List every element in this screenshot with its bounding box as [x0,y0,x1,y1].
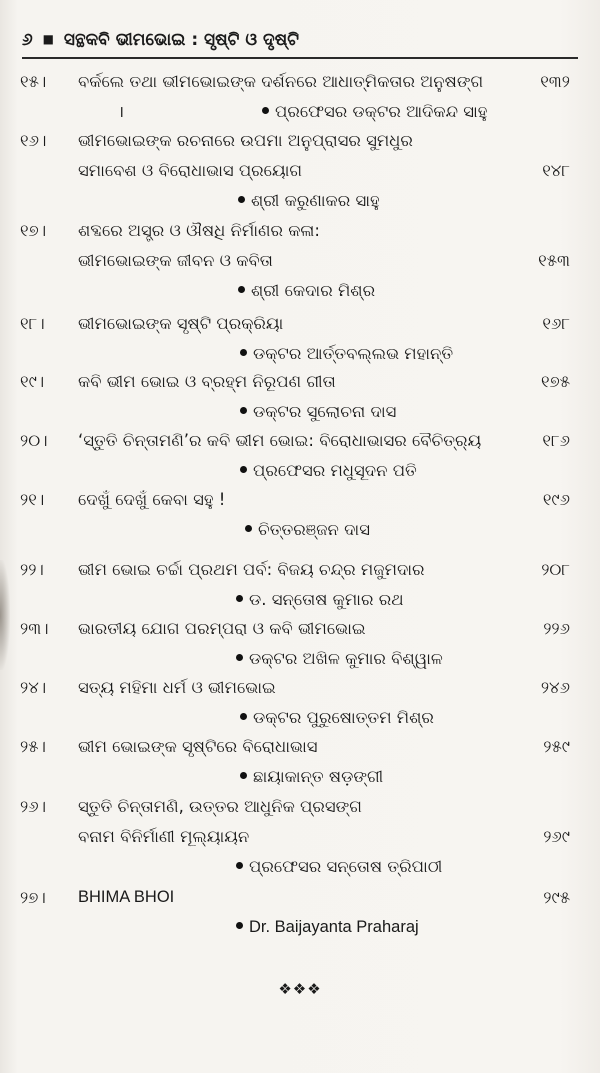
author-name: ଚିତ୍ତରଞ୍ଜନ ଦାସ [258,520,370,539]
entry-page-number: ୧୯୬ [542,490,570,509]
entry-page-number: ୨୪୬ [540,678,570,697]
entry-title-line: କବି ଭୀମ ଭୋଇ ଓ ବ୍ରହ୍ମ ନିରୂପଣ ଗୀତା [78,372,336,391]
entry-number: ୧୮। [20,314,45,333]
bullet-icon [238,286,245,293]
entry-author [240,402,396,422]
entry-author [236,649,443,669]
entry-page-number: ୨୨୬ [543,619,570,638]
page-number: ୬ [22,30,33,50]
entry-page-number: ୧୭୫ [541,372,570,391]
entry-author [240,461,417,481]
entry-author [238,191,380,211]
entry-author [236,918,419,937]
entry-title-line: ଭାରତୀୟ ଯୋଗ ପରମ୍ପରା ଓ କବି ଭୀମଭୋଇ [78,619,366,638]
running-header [22,30,299,50]
author-name: ଡକ୍ଟର ଆର୍ତ୍ତବଲ୍ଲଭ ମହାନ୍ତି [253,344,454,363]
author-name: ଡ. ସନ୍ତୋଷ କୁମାର ରଥ [249,590,404,609]
header-rule [22,57,578,59]
author-name: ଶ୍ରୀ କେଦାର ମିଶ୍ର [251,281,376,300]
bullet-icon [240,466,247,473]
entry-page-number: ୧୫୩ [538,251,570,270]
bullet-icon [240,349,247,356]
entry-author [236,857,442,877]
entry-title-line: ଭୀମଭୋଇଙ୍କ ସୃଷ୍ଟି ପ୍ରକ୍ରିୟା [78,314,284,333]
entry-title-line: ବର୍କଲେ ତଥା ଭୀମଭୋଇଙ୍କ ଦର୍ଶନରେ ଆଧାତ୍ମିକତାର ଅନୁଷଙ୍ଗ [78,72,484,91]
entry-title-line: ସମାବେଶ ଓ ବିରୋଧାଭାସ ପ୍ରୟୋଗ [78,161,302,180]
bullet-icon [240,407,247,414]
entry-number: ୧୬। [20,131,47,150]
entry-page-number: ୧୬୮ [542,314,570,333]
entry-title-line: ସ୍ତୁତି ଚିନ୍ତାମଣି, ଉତ୍ତର ଆଧୁନିକ ପ୍ରସଙ୍ଗ [78,797,362,816]
entry-author [240,344,453,364]
entry-number: ୨୫। [20,737,46,756]
end-ornament: ❖❖❖ [278,980,322,998]
author-name: ପ୍ରଫେସର ମଧୁସୂଦନ ପତି [253,461,417,480]
bullet-icon [236,862,243,869]
bullet-icon [238,196,245,203]
entry-author [245,520,370,540]
binding-shadow [0,560,10,670]
entry-author [238,281,375,301]
author-name: ଡକ୍ଟର ଅଖିଳ କୁମାର ବିଶ୍ୱାଳ [249,649,443,668]
entry-number: ୨୬। [20,797,47,816]
margin-mark: । [118,102,125,121]
entry-title-line: ଭୀମଭୋଇଙ୍କ ରଚନାରେ ଉପମା ଅନୁପ୍ରାସର ସୁମଧୁର [78,131,413,150]
entry-number: ୨୦। [20,431,48,450]
author-name: Dr. Baijayanta Praharaj [249,918,419,936]
author-name: ପ୍ରଫେସର ସନ୍ତୋଷ ତ୍ରିପାଠୀ [249,857,443,876]
header-square-icon: ■ [42,32,54,46]
entry-title-line: ଦେଖୁଁ ଦେଖୁଁ କେବା ସହୁ ! [78,490,226,509]
entry-title-line: ‘ସ୍ତୁତି ଚିନ୍ତାମଣି’ର କବି ଭୀମ ଭୋଇ: ବିରୋଧାଭାସର ବୈଚିତ୍ର୍ୟ [78,431,482,450]
bullet-icon [236,595,243,602]
entry-author [240,767,383,787]
bullet-icon [262,107,269,114]
author-name: ପ୍ରଫେସର ଡକ୍ଟର ଆଦିକନ୍ଦ ସାହୁ [275,102,488,121]
entry-page-number: ୨୫୯ [543,737,570,756]
entry-author [262,102,487,122]
entry-page-number: ୨୬୯ [543,827,570,846]
entry-title-line: ଭୀମ ଭୋଇ ଚର୍ଚ୍ଚା ପ୍ରଥମ ପର୍ବ: ବିଜୟ ଚନ୍ଦ୍ର ମଜୁମଦାର [78,560,425,579]
entry-page-number: ୧୪୮ [542,161,570,180]
entry-number: ୨୪। [20,678,47,697]
author-name: ଛାୟାକାନ୍ତ ଷଡ଼ଙ୍ଗୀ [253,767,384,786]
bullet-icon [236,654,243,661]
entry-title-line: ଭୀମ ଭୋଇଙ୍କ ସୃଷ୍ଟିରେ ବିରୋଧାଭାସ [78,737,318,756]
entry-number: ୧୫। [20,72,47,91]
entry-title-line: ଭୀମଭୋଇଙ୍କ ଜୀବନ ଓ କବିତା [78,251,273,270]
author-name: ଶ୍ରୀ କରୁଣାକର ସାହୁ [251,191,380,210]
bullet-icon [240,713,247,720]
entry-title-line: ବନାମ ବିନିର୍ମାଣୀ ମୂଲ୍ୟାୟନ [78,827,250,846]
entry-number: ୨୩। [20,619,49,638]
entry-page-number: ୧୮୬ [542,431,570,450]
author-name: ଡକ୍ଟର ସୁଲୋଚନା ଦାସ [253,402,397,421]
entry-title-line: ସତ୍ୟ ମହିମା ଧର୍ମ ଓ ଭୀମଭୋଇ [78,678,276,697]
entry-title-line: ଶବ୍ଦରେ ଅସ୍ତ୍ର ଓ ଔଷଧି ନିର୍ମାଣର କଳା: [78,221,320,240]
entry-number: ୨୨। [20,560,44,579]
bullet-icon [240,772,247,779]
entry-author [240,708,434,728]
book-title: ସନ୍ଥକବି ଭୀମଭୋଇ : ସୃଷ୍ଟି ଓ ଦୃଷ୍ଟି [63,30,300,50]
entry-number: ୨୧। [20,490,45,509]
entry-number: ୧୭। [20,221,47,240]
entry-page-number: ୨୯୫ [543,888,570,907]
bullet-icon [236,922,243,929]
entry-title-line: BHIMA BHOI [78,888,175,906]
author-name: ଡକ୍ଟର ପୁରୁଷୋତ୍ତମ ମିଶ୍ର [253,708,434,727]
entry-page-number: ୧୩୨ [540,72,570,91]
entry-author [236,590,404,610]
entry-number: ୧୯। [20,372,45,391]
bullet-icon [245,525,252,532]
entry-page-number: ୨୦୮ [541,560,570,579]
entry-number: ୨୭। [20,888,46,907]
